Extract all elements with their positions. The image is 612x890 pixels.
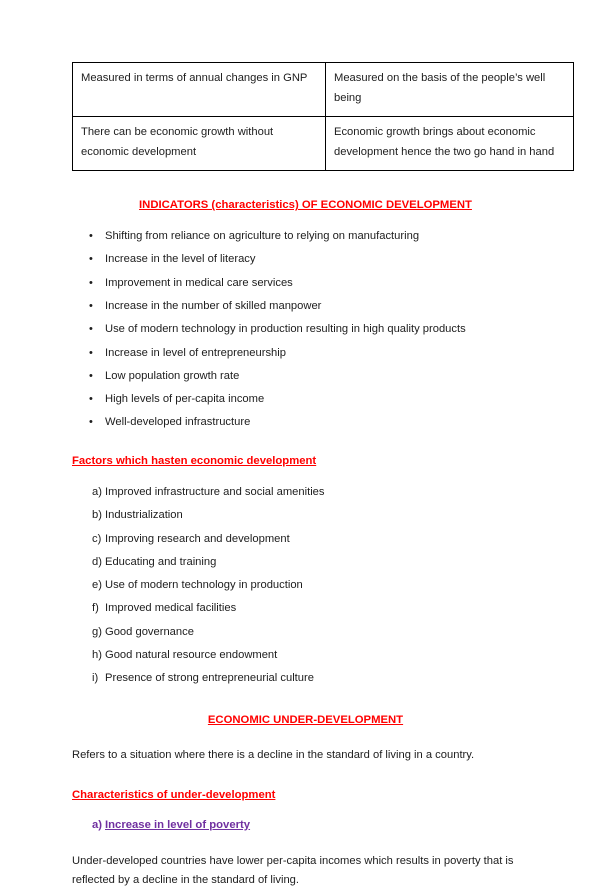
list-item	[72, 346, 539, 361]
list-item	[72, 818, 539, 833]
list-item-label: Shifting from reliance on agriculture to relying on manufacturing	[105, 230, 420, 243]
bullet-icon: •	[89, 416, 93, 429]
table-cell-growth-measure: Measured in terms of annual changes in GNP	[73, 63, 326, 117]
table-row	[73, 117, 574, 171]
list-item	[72, 229, 539, 244]
characteristics-list	[72, 818, 539, 833]
list-marker: a)	[92, 486, 102, 499]
bullet-icon: •	[89, 276, 93, 289]
bullet-icon: •	[89, 346, 93, 359]
list-item	[72, 369, 539, 384]
comparison-table-body	[73, 63, 574, 171]
list-item	[72, 415, 539, 430]
list-item	[72, 276, 539, 291]
list-marker: b)	[92, 509, 102, 522]
indicators-list	[72, 229, 539, 430]
list-item	[72, 299, 539, 314]
bullet-icon: •	[89, 369, 93, 382]
list-marker: f)	[92, 602, 99, 615]
list-item-label: Good governance	[105, 625, 194, 638]
heading-factors: Factors which hasten economic development	[72, 455, 317, 468]
bullet-icon: •	[89, 253, 93, 266]
list-marker: c)	[92, 532, 102, 545]
paragraph-refers: Refers to a situation where there is a decline in the standard of living in a country.	[72, 748, 475, 761]
paragraph-under-developed: Under-developed countries have lower per-capita incomes which results in poverty that is reflected by a decline in the standard of living.	[72, 854, 514, 887]
list-item	[72, 508, 539, 523]
list-item-label: Use of modern technology in production	[105, 579, 303, 592]
list-marker: d)	[92, 555, 102, 568]
list-item-label: Improving research and development	[105, 532, 290, 545]
list-item-label: Improvement in medical care services	[105, 276, 293, 289]
bullet-icon: •	[89, 323, 93, 336]
bullet-icon: •	[89, 230, 93, 243]
bullet-icon: •	[89, 393, 93, 406]
list-marker: g)	[92, 625, 102, 638]
list-item-label: Educating and training	[105, 555, 217, 568]
list-item	[72, 322, 539, 337]
list-item-label: Well-developed infrastructure	[105, 416, 251, 429]
bullet-icon: •	[89, 300, 93, 313]
list-item	[72, 555, 539, 570]
list-item	[72, 648, 539, 663]
list-item	[72, 392, 539, 407]
list-marker: a)	[92, 818, 103, 831]
list-item	[72, 252, 539, 267]
list-marker: e)	[92, 579, 102, 592]
list-item	[72, 578, 539, 593]
heading-indicators: INDICATORS (characteristics) OF ECONOMIC DEVELOPMENT	[139, 199, 472, 212]
factors-list	[72, 485, 539, 686]
heading-economic-under-development: ECONOMIC UNDER-DEVELOPMENT	[207, 714, 404, 727]
list-marker: h)	[92, 649, 102, 661]
list-item-label: Presence of strong entrepreneurial culture	[105, 672, 314, 685]
table-cell-growth-relation: There can be economic growth without economic development	[73, 117, 326, 171]
list-item	[72, 601, 539, 616]
list-item-label: High levels of per-capita income	[105, 393, 265, 406]
list-item	[72, 485, 539, 500]
table-row	[73, 63, 574, 117]
list-item-label: Increase in level of poverty	[105, 818, 251, 831]
comparison-table	[72, 62, 574, 171]
list-item-label: Increase in level of entrepreneurship	[105, 346, 286, 359]
list-item-label: Increase in the level of literacy	[105, 253, 256, 266]
table-cell-development-relation: Economic growth brings about economic development hence the two go hand in hand	[326, 117, 574, 171]
list-item-label: Industrialization	[105, 509, 183, 522]
list-item-label: Use of modern technology in production resulting in high quality products	[105, 323, 466, 336]
list-item-label: Improved infrastructure and social amenities	[105, 486, 325, 499]
list-marker: i)	[92, 672, 99, 685]
list-item-label: Increase in the number of skilled manpower	[105, 300, 322, 313]
list-item-label: Improved medical facilities	[105, 602, 237, 615]
list-item	[72, 671, 539, 686]
list-item	[72, 532, 539, 547]
list-item-label: Good natural resource endowment	[105, 649, 278, 661]
list-item	[72, 625, 539, 640]
table-cell-development-measure: Measured on the basis of the people’s well being	[326, 63, 574, 117]
list-item-label: Low population growth rate	[105, 369, 240, 382]
heading-characteristics: Characteristics of under-development	[72, 789, 276, 802]
